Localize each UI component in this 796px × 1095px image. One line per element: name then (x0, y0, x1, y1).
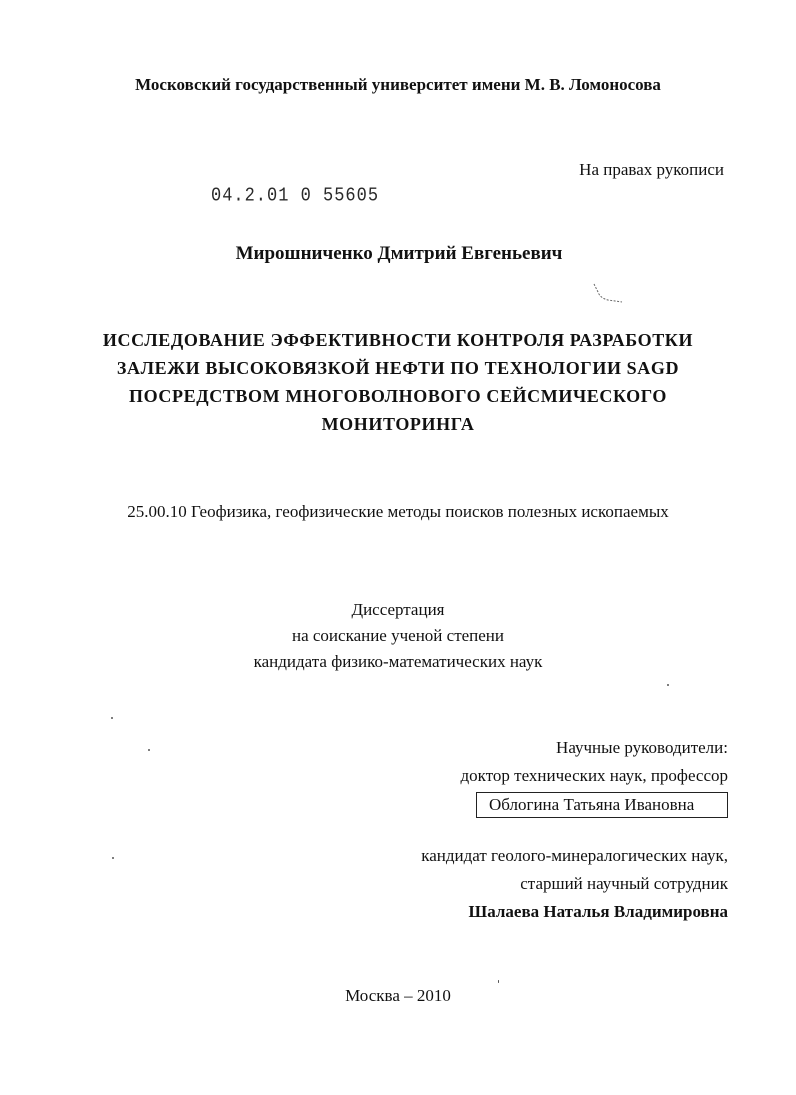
supervisors-heading: Научные руководители: (556, 738, 728, 757)
degree-line: кандидата физико-математических наук (253, 652, 543, 671)
supervisor2-name: Шалаева Наталья Владимировна (468, 902, 728, 921)
title-line: ЗАЛЕЖИ ВЫСОКОВЯЗКОЙ НЕФТИ ПО ТЕХНОЛОГИИ SAGD (116, 358, 680, 378)
scan-speck (667, 684, 669, 686)
scan-speck (112, 857, 114, 859)
pen-mark-icon (588, 282, 628, 306)
degree-statement (0, 597, 796, 675)
supervisor1-name: Облогина Татьяна Ивановна (476, 792, 728, 818)
author-name-text: Мирошниченко Дмитрий Евгеньевич (235, 243, 563, 264)
title-line: МОНИТОРИНГА (321, 414, 475, 434)
place-year: Москва – 2010 (345, 986, 451, 1005)
degree-line: на соискание ученой степени (291, 626, 505, 645)
supervisor2-position: старший научный сотрудник (520, 874, 728, 893)
scan-speck (498, 980, 499, 983)
degree-line: Диссертация (351, 600, 445, 619)
title-line: ПОСРЕДСТВОМ МНОГОВОЛНОВОГО СЕЙСМИЧЕСКОГО (129, 386, 667, 406)
rights-note: На правах рукописи (579, 160, 724, 179)
scan-speck (111, 717, 113, 719)
supervisor2-degree: кандидат геолого-минералогических наук, (421, 846, 728, 865)
supervisors-block (461, 734, 728, 819)
library-stamp-number: 04.2.01 0 55605 (211, 185, 380, 208)
university-name: Московский государственный университет имени М. В. Ломоносова (135, 75, 661, 94)
supervisor1-degree: доктор технических наук, профессор (460, 766, 728, 785)
supervisor2-block (421, 842, 728, 926)
specialty-code: 25.00.10 Геофизика, геофизические методы поисков полезных ископаемых (127, 502, 669, 521)
scan-speck (148, 749, 150, 751)
title-line: ИССЛЕДОВАНИЕ ЭФФЕКТИВНОСТИ КОНТРОЛЯ РАЗРАБОТКИ (102, 330, 694, 350)
author-name (0, 243, 796, 265)
thesis-title (0, 326, 796, 438)
